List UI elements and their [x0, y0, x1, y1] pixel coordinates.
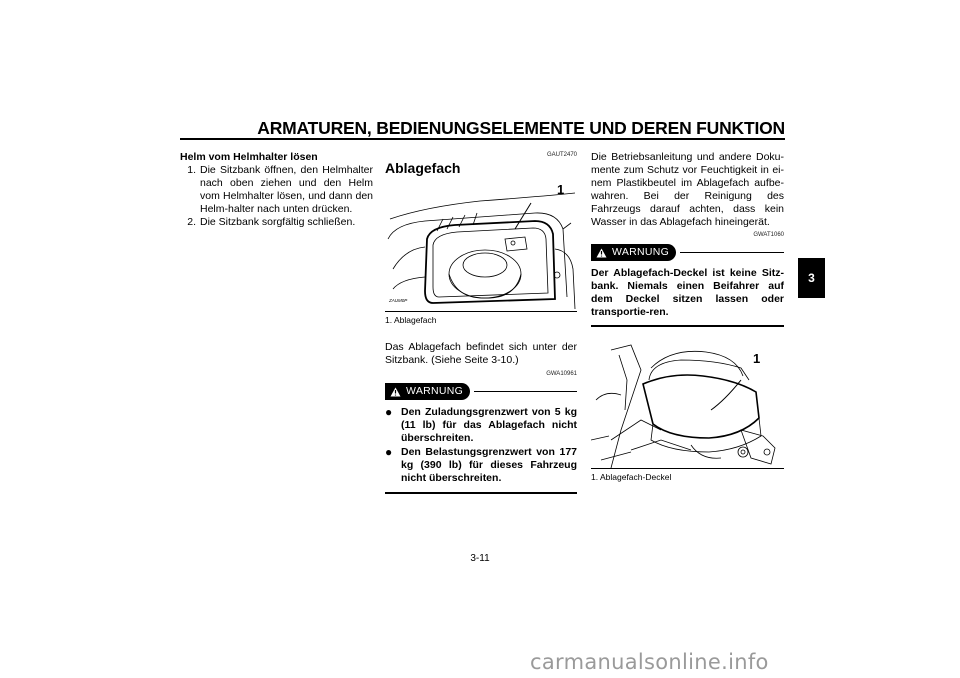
watermark: carmanualsonline.info: [530, 650, 769, 674]
warning-rule: [474, 391, 577, 392]
warning-code: GWA10961: [546, 371, 577, 377]
figure-ref-code: ZAUM0P: [389, 298, 408, 303]
column-left: [180, 151, 373, 229]
list-item: [385, 406, 577, 445]
warning-badge: [385, 383, 470, 400]
chapter-tab: 3: [798, 258, 825, 298]
step-text: Die Sitzbank sorgfältig schließen.: [200, 216, 356, 228]
warning-label: WARNUNG: [406, 385, 464, 397]
page-number: 3-11: [470, 553, 490, 564]
list-item: [385, 446, 577, 485]
paragraph-documents: Die Betriebsanleitung und andere Doku-mente zum Schutz vor Feuchtigkeit in ei-nem Plastikbeutel im Ablagefach aufbe-wahren. Bei der Reinigung des Fahrzeugs darauf achten, dass kein Wasser in das Ablagefach hineingerät.: [591, 151, 784, 228]
bullet-dot-icon: ●: [385, 405, 393, 419]
warning-end-rule: [385, 492, 577, 494]
column-right: [591, 151, 784, 483]
warning-body: [385, 406, 577, 485]
bullet-dot-icon: ●: [385, 445, 393, 459]
step-item: [180, 216, 373, 229]
warning-triangle-icon: [390, 387, 401, 397]
page-header-title: ARMATUREN, BEDIENUNGSELEMENTE UND DEREN FUNKTION: [257, 118, 785, 138]
figure-storage-lid: [591, 340, 784, 469]
bullet-text: Den Belastungsgrenzwert von 177 kg (390 lb) für dieses Fahrzeug nicht überschreiten.: [401, 446, 577, 484]
step-item: [180, 164, 373, 216]
section-heading-helm: Helm vom Helmhalter lösen: [180, 151, 318, 163]
step-text: Die Sitzbank öffnen, den Helmhalter nach oben ziehen und den Helm vom Helmhalter lösen, und dann den Helm-halter nach unten drücken.: [200, 164, 373, 215]
section-title-ablagefach: Ablagefach: [385, 160, 461, 176]
paragraph-location: Das Ablagefach befindet sich unter der Sitzbank. (Siehe Seite 3-10.): [385, 341, 577, 366]
header-rule: [180, 138, 785, 140]
warning-body: Der Ablagefach-Deckel ist keine Sitz-bank. Niemals einen Beifahrer auf dem Deckel sitzen lassen oder transportie-ren.: [591, 267, 784, 318]
figure-callout: 1: [557, 182, 565, 197]
warning-badge: [591, 244, 676, 261]
figure-caption: 1. Ablagefach-Deckel: [591, 472, 672, 482]
storage-compartment-illustration: [385, 179, 577, 311]
bullet-text: Den Zuladungsgrenzwert von 5 kg (11 lb) für das Ablagefach nicht überschreiten.: [401, 406, 577, 444]
section-code: GAUT2470: [546, 152, 577, 158]
warning-header: [591, 244, 784, 261]
warning-header: [385, 383, 577, 400]
figure-caption: 1. Ablagefach: [385, 315, 437, 325]
warning-end-rule: [591, 325, 784, 327]
figure-storage-compartment: [385, 179, 577, 312]
warning-code: GWAT1060: [753, 232, 784, 238]
warning-triangle-icon: [596, 248, 607, 258]
step-number: 2.: [187, 216, 196, 228]
warning-label: WARNUNG: [612, 246, 670, 258]
figure-callout: 1: [753, 351, 761, 366]
step-number: 1.: [187, 164, 196, 176]
warning-rule: [680, 252, 784, 253]
column-middle: [385, 151, 577, 494]
